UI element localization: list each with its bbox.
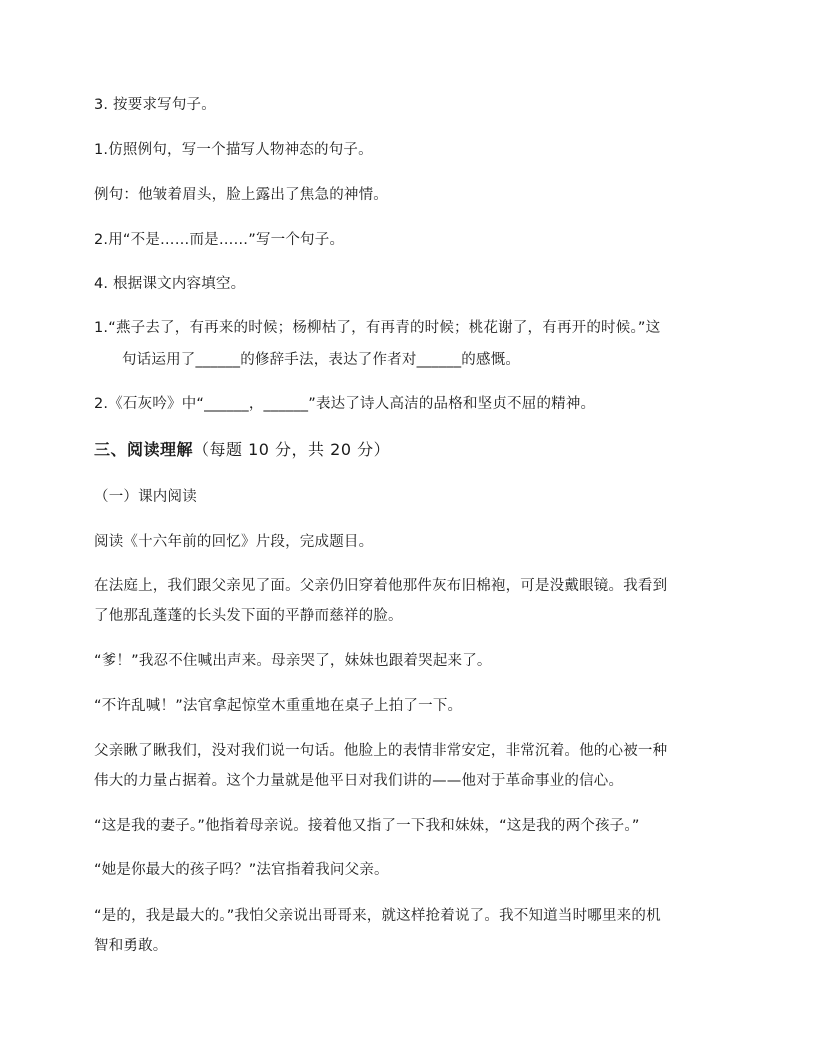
question-4-item-1: 1.“燕子去了，有再来的时候；杨柳枯了，有再青的时候；桃花谢了，有再开的时候。”这 — [94, 320, 661, 336]
question-4-title: 4. 根据课文内容填空。 — [94, 276, 246, 292]
passage-paragraph-7: “是的，我是最大的。”我怕父亲说出哥哥来，就这样抢着说了。我不知道当时哪里来的机 — [94, 908, 661, 924]
passage-paragraph-4-cont: 伟大的力量占据着。这个力量就是他平日对我们讲的——他对于革命事业的信心。 — [94, 773, 624, 789]
question-3-title: 3. 按要求写句子。 — [94, 97, 216, 113]
passage-paragraph-5: “这是我的妻子。”他指着母亲说。接着他又指了一下我和妹妹，“这是我的两个孩子。” — [94, 818, 640, 834]
subsection-title: （一）课内阅读 — [94, 489, 197, 505]
passage-paragraph-4: 父亲瞅了瞅我们，没对我们说一句话。他脸上的表情非常安定，非常沉着。他的心被一种 — [94, 743, 668, 759]
question-3-item-2: 2.用“不是……而是……”写一个句子。 — [94, 232, 345, 248]
example-sentence: 例句：他皱着眉头，脸上露出了焦急的神情。 — [94, 187, 388, 203]
passage-paragraph-7-cont: 智和勇敢。 — [94, 938, 168, 954]
reading-instruction: 阅读《十六年前的回忆》片段，完成题目。 — [94, 534, 374, 550]
question-4-item-1-cont: 句话运用了______的修辞手法，表达了作者对______的感慨。 — [122, 352, 521, 368]
passage-paragraph-2: “爹！”我忍不住喊出声来。母亲哭了，妹妹也跟着哭起来了。 — [94, 653, 492, 669]
question-3-item-1: 1.仿照例句，写一个描写人物神态的句子。 — [94, 142, 373, 158]
passage-paragraph-3: “不许乱喊！”法官拿起惊堂木重重地在桌子上拍了一下。 — [94, 698, 463, 714]
passage-paragraph-1-cont: 了他那乱蓬蓬的长头发下面的平静而慈祥的脸。 — [94, 608, 403, 624]
section-heading-title: 三、阅读理解 — [94, 440, 194, 459]
passage-paragraph-1: 在法庭上，我们跟父亲见了面。父亲仍旧穿着他那件灰布旧棉袍，可是没戴眼镜。我看到 — [94, 578, 668, 594]
section-heading — [94, 440, 390, 460]
passage-paragraph-6: “她是你最大的孩子吗？”法官指着我问父亲。 — [94, 862, 389, 878]
question-4-item-2: 2.《石灰吟》中“______，______”表达了诗人高洁的品格和坚贞不屈的精神。 — [94, 396, 596, 412]
section-heading-note: （每题 10 分，共 20 分） — [193, 440, 391, 459]
